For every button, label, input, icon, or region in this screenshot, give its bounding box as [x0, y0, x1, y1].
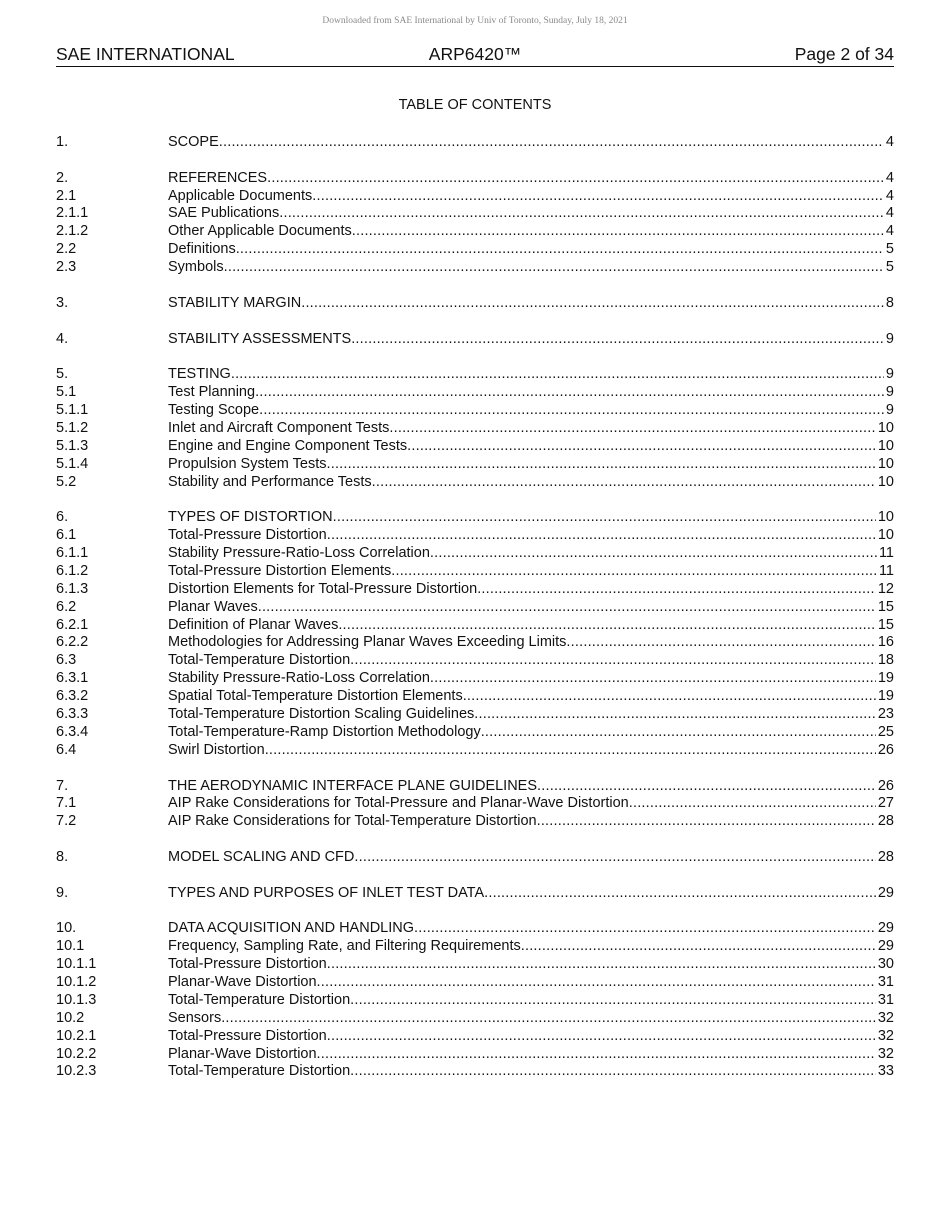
toc-entry[interactable] — [56, 581, 894, 599]
toc-dot-leader — [537, 813, 876, 831]
toc-entry-number: 10.1.1 — [56, 956, 97, 973]
toc-entry-number: 10.1.3 — [56, 991, 97, 1008]
toc-dot-leader — [414, 920, 876, 938]
toc-entry-title: Frequency, Sampling Rate, and Filtering Requirements — [168, 938, 521, 955]
toc-entry-title: Spatial Total-Temperature Distortion Elements — [168, 688, 463, 705]
toc-entry[interactable] — [56, 992, 894, 1010]
toc-entry-title: Total-Pressure Distortion Elements — [168, 562, 392, 579]
toc-section-group — [56, 849, 894, 867]
toc-entry-page: 10 — [877, 509, 894, 526]
toc-entry-title: Symbols — [168, 259, 224, 276]
toc-entry-title: AIP Rake Considerations for Total-Temperature Distortion — [168, 813, 537, 830]
toc-entry-number: 10. — [56, 920, 77, 937]
toc-entry-number: 10.2 — [56, 1009, 85, 1026]
toc-entry-page: 4 — [885, 169, 894, 186]
toc-entry-title: Engine and Engine Component Tests — [168, 437, 408, 454]
toc-entry-number: 7. — [56, 777, 69, 794]
toc-entry-title: Planar-Wave Distortion — [168, 974, 317, 991]
toc-entry-title: Applicable Documents — [168, 187, 313, 204]
toc-dot-leader — [231, 366, 884, 384]
toc-entry[interactable] — [56, 259, 894, 277]
toc-entry[interactable] — [56, 813, 894, 831]
toc-entry-number: 2.2 — [56, 241, 77, 258]
toc-entry-number: 2. — [56, 169, 69, 186]
toc-entry[interactable] — [56, 545, 894, 563]
toc-entry-page: 4 — [885, 223, 894, 240]
toc-entry-number: 5.1.3 — [56, 437, 89, 454]
toc-entry-page: 27 — [877, 795, 894, 812]
toc-entry[interactable] — [56, 456, 894, 474]
toc-entry[interactable] — [56, 724, 894, 742]
toc-entry-title: TYPES OF DISTORTION — [168, 509, 333, 526]
toc-section-group — [56, 295, 894, 313]
toc-entry-number: 10.2.2 — [56, 1045, 97, 1062]
download-watermark: Downloaded from SAE International by Univ of Toronto, Sunday, July 18, 2021 — [322, 16, 628, 26]
toc-entry-number: 7.1 — [56, 795, 77, 812]
toc-entry-page: 28 — [877, 813, 894, 830]
toc-entry[interactable] — [56, 205, 894, 223]
toc-entry-page: 33 — [877, 1063, 894, 1080]
toc-dot-leader — [481, 724, 876, 742]
toc-entry-page: 26 — [877, 741, 894, 758]
toc-entry[interactable] — [56, 223, 894, 241]
toc-dot-leader — [351, 331, 884, 349]
toc-section-group — [56, 920, 894, 1081]
toc-dot-leader — [391, 563, 877, 581]
toc-entry-page: 8 — [885, 294, 894, 311]
toc-entry[interactable] — [56, 920, 894, 938]
toc-entry-page: 4 — [885, 205, 894, 222]
toc-entry[interactable] — [56, 134, 894, 152]
toc-entry-title: Propulsion System Tests — [168, 455, 327, 472]
toc-entry-number: 2.1.1 — [56, 205, 89, 222]
toc-entry-page: 4 — [885, 134, 894, 150]
toc-entry-number: 6.2 — [56, 598, 77, 615]
toc-entry-page: 16 — [877, 634, 894, 651]
toc-entry-title: Stability and Performance Tests — [168, 473, 372, 490]
toc-section-group — [56, 366, 894, 491]
toc-entry[interactable] — [56, 634, 894, 652]
toc-entry[interactable] — [56, 420, 894, 438]
toc-entry[interactable] — [56, 885, 894, 903]
toc-entry[interactable] — [56, 509, 894, 527]
toc-dot-leader — [484, 885, 876, 903]
toc-dot-leader — [327, 527, 876, 545]
toc-entry-page: 30 — [877, 956, 894, 973]
toc-entry-number: 10.1.2 — [56, 974, 97, 991]
toc-dot-leader — [236, 241, 884, 259]
toc-entry-title: SCOPE — [168, 134, 219, 150]
toc-entry-title: Inlet and Aircraft Component Tests — [168, 419, 390, 436]
toc-entry-page: 10 — [877, 527, 894, 544]
toc-section-group — [56, 778, 894, 832]
toc-entry-page: 5 — [885, 241, 894, 258]
toc-dot-leader — [312, 188, 884, 206]
toc-entry-page: 10 — [877, 419, 894, 436]
toc-entry-title: Sensors — [168, 1009, 222, 1026]
toc-entry[interactable] — [56, 241, 894, 259]
toc-entry[interactable] — [56, 652, 894, 670]
toc-entry-page: 4 — [885, 187, 894, 204]
toc-entry-number: 3. — [56, 294, 69, 311]
toc-dot-leader — [267, 170, 884, 188]
toc-dot-leader — [430, 670, 876, 688]
toc-dot-leader — [258, 599, 876, 617]
toc-entry[interactable] — [56, 1028, 894, 1046]
toc-entry-number: 6. — [56, 509, 69, 526]
toc-entry-number: 5. — [56, 366, 69, 383]
toc-entry-title: Total-Pressure Distortion — [168, 1027, 327, 1044]
document-number: ARP6420™ — [428, 44, 522, 64]
toc-dot-leader — [333, 509, 876, 527]
toc-entry-title: STABILITY MARGIN — [168, 294, 302, 311]
toc-dot-leader — [407, 438, 876, 456]
toc-entry[interactable] — [56, 938, 894, 956]
toc-entry-page: 31 — [877, 974, 894, 991]
toc-entry[interactable] — [56, 688, 894, 706]
toc-entry-number: 6.1.3 — [56, 580, 89, 597]
toc-entry[interactable] — [56, 956, 894, 974]
toc-dot-leader — [350, 1063, 876, 1081]
toc-entry-number: 6.1.1 — [56, 545, 89, 562]
toc-dot-leader — [350, 992, 876, 1010]
toc-entry-title: Methodologies for Addressing Planar Waves Exceeding Limits — [168, 634, 567, 651]
toc-entry-page: 10 — [877, 437, 894, 454]
toc-section-group — [56, 885, 894, 903]
toc-dot-leader — [255, 384, 884, 402]
page-number: Page 2 of 34 — [794, 44, 894, 64]
toc-entry-page: 19 — [877, 670, 894, 687]
toc-dot-leader — [259, 402, 884, 420]
toc-entry-number: 8. — [56, 848, 69, 865]
toc-section-group — [56, 509, 894, 759]
toc-entry-number: 7.2 — [56, 813, 77, 830]
toc-entry-title: SAE Publications — [168, 205, 280, 222]
toc-entry-title: Total-Temperature Distortion Scaling Guidelines — [168, 706, 475, 723]
toc-entry[interactable] — [56, 563, 894, 581]
toc-entry-page: 25 — [877, 723, 894, 740]
toc-dot-leader — [463, 688, 876, 706]
toc-entry-number: 5.1.4 — [56, 455, 89, 472]
toc-section-group — [56, 331, 894, 349]
toc-entry[interactable] — [56, 366, 894, 384]
toc-entry-title: Total-Temperature Distortion — [168, 1063, 351, 1080]
toc-entry-number: 6.1 — [56, 527, 77, 544]
toc-entry-page: 9 — [885, 330, 894, 347]
toc-entry[interactable] — [56, 474, 894, 492]
toc-entry-title: Total-Temperature-Ramp Distortion Methodology — [168, 723, 481, 740]
toc-entry-page: 31 — [877, 991, 894, 1008]
toc-entry-title: Distortion Elements for Total-Pressure Distortion — [168, 580, 478, 597]
toc-entry-page: 29 — [877, 884, 894, 901]
toc-section-group — [56, 170, 894, 277]
toc-entry-number: 1. — [56, 134, 69, 150]
toc-entry-title: AIP Rake Considerations for Total-Pressure and Planar-Wave Distortion — [168, 795, 629, 812]
toc-entry[interactable] — [56, 170, 894, 188]
toc-dot-leader — [350, 652, 876, 670]
toc-entry-title: TESTING — [168, 366, 231, 383]
toc-entry[interactable] — [56, 795, 894, 813]
toc-entry[interactable] — [56, 849, 894, 867]
toc-dot-leader — [389, 420, 875, 438]
toc-entry[interactable] — [56, 706, 894, 724]
toc-dot-leader — [354, 849, 875, 867]
toc-entry-page: 9 — [885, 366, 894, 383]
toc-dot-leader — [477, 581, 876, 599]
toc-entry-number: 6.3.3 — [56, 706, 89, 723]
toc-entry-number: 6.1.2 — [56, 562, 89, 579]
toc-entry-number: 6.2.1 — [56, 616, 89, 633]
toc-entry-title: Stability Pressure-Ratio-Loss Correlation — [168, 670, 430, 687]
toc-entry-page: 9 — [885, 384, 894, 401]
toc-dot-leader — [430, 545, 877, 563]
toc-entry[interactable] — [56, 974, 894, 992]
toc-entry-title: DATA ACQUISITION AND HANDLING — [168, 920, 415, 937]
toc-title: TABLE OF CONTENTS — [398, 97, 552, 113]
toc-entry-number: 6.4 — [56, 741, 77, 758]
toc-entry-number: 6.3 — [56, 652, 77, 669]
toc-entry-page: 29 — [877, 920, 894, 937]
toc-entry-title: Total-Pressure Distortion — [168, 527, 327, 544]
toc-entry-title: MODEL SCALING AND CFD — [168, 848, 355, 865]
toc-dot-leader — [317, 1046, 876, 1064]
toc-entry-page: 12 — [877, 580, 894, 597]
toc-entry-number: 2.3 — [56, 259, 77, 276]
toc-entry-title: Swirl Distortion — [168, 741, 265, 758]
toc-entry-number: 6.3.4 — [56, 723, 89, 740]
table-of-contents — [56, 134, 894, 1099]
toc-entry[interactable] — [56, 670, 894, 688]
toc-entry-page: 11 — [878, 562, 894, 579]
toc-entry-number: 6.3.1 — [56, 670, 89, 687]
toc-entry-title: Total-Temperature Distortion — [168, 652, 351, 669]
toc-dot-leader — [327, 456, 876, 474]
toc-entry-title: Planar-Wave Distortion — [168, 1045, 317, 1062]
toc-dot-leader — [301, 295, 884, 313]
toc-entry-page: 19 — [877, 688, 894, 705]
toc-entry-number: 10.1 — [56, 938, 85, 955]
toc-entry[interactable] — [56, 384, 894, 402]
toc-dot-leader — [629, 795, 876, 813]
toc-entry[interactable] — [56, 188, 894, 206]
toc-entry-number: 6.3.2 — [56, 688, 89, 705]
toc-entry-page: 32 — [877, 1045, 894, 1062]
toc-dot-leader — [327, 956, 876, 974]
toc-entry-title: Planar Waves — [168, 598, 258, 615]
toc-entry-title: Test Planning — [168, 384, 256, 401]
toc-dot-leader — [474, 706, 876, 724]
toc-entry-number: 2.1.2 — [56, 223, 89, 240]
toc-entry-number: 5.2 — [56, 473, 77, 490]
toc-entry[interactable] — [56, 599, 894, 617]
toc-entry-number: 9. — [56, 884, 69, 901]
toc-entry[interactable] — [56, 1046, 894, 1064]
toc-entry[interactable] — [56, 402, 894, 420]
toc-entry-title: Definition of Planar Waves — [168, 616, 339, 633]
toc-dot-leader — [219, 134, 884, 152]
toc-entry-title: TYPES AND PURPOSES OF INLET TEST DATA — [168, 884, 485, 901]
toc-dot-leader — [352, 223, 884, 241]
toc-dot-leader — [521, 938, 876, 956]
toc-entry-number: 5.1.1 — [56, 401, 89, 418]
toc-entry-page: 18 — [877, 652, 894, 669]
toc-entry-number: 5.1.2 — [56, 419, 89, 436]
toc-entry[interactable] — [56, 742, 894, 760]
toc-entry[interactable] — [56, 527, 894, 545]
toc-entry-page: 32 — [877, 1009, 894, 1026]
toc-entry-page: 23 — [877, 706, 894, 723]
toc-entry[interactable] — [56, 1063, 894, 1081]
toc-dot-leader — [221, 1010, 876, 1028]
toc-entry[interactable] — [56, 331, 894, 349]
toc-dot-leader — [224, 259, 884, 277]
toc-entry-page: 11 — [878, 545, 894, 562]
toc-entry-title: Stability Pressure-Ratio-Loss Correlation — [168, 545, 430, 562]
toc-entry[interactable] — [56, 1010, 894, 1028]
toc-entry-page: 5 — [885, 259, 894, 276]
publisher-name: SAE INTERNATIONAL — [56, 44, 235, 64]
toc-entry-page: 9 — [885, 401, 894, 418]
toc-entry-number: 5.1 — [56, 384, 77, 401]
toc-entry-page: 10 — [877, 455, 894, 472]
toc-entry-page: 26 — [877, 777, 894, 794]
toc-entry[interactable] — [56, 295, 894, 313]
toc-entry-number: 10.2.3 — [56, 1063, 97, 1080]
toc-entry[interactable] — [56, 617, 894, 635]
toc-dot-leader — [537, 778, 876, 796]
toc-entry-title: STABILITY ASSESSMENTS — [168, 330, 352, 347]
toc-entry-page: 15 — [877, 616, 894, 633]
toc-section-group — [56, 134, 894, 152]
toc-dot-leader — [372, 474, 876, 492]
toc-entry-title: Definitions — [168, 241, 236, 258]
toc-entry-number: 10.2.1 — [56, 1027, 97, 1044]
toc-entry-title: Testing Scope — [168, 401, 260, 418]
toc-entry-title: Total-Temperature Distortion — [168, 991, 351, 1008]
toc-dot-leader — [317, 974, 876, 992]
toc-entry-number: 4. — [56, 330, 69, 347]
toc-entry-page: 29 — [877, 938, 894, 955]
toc-dot-leader — [566, 634, 875, 652]
toc-entry[interactable] — [56, 778, 894, 796]
toc-dot-leader — [265, 742, 876, 760]
toc-entry-title: REFERENCES — [168, 169, 268, 186]
page-header — [56, 44, 894, 67]
toc-entry-title: THE AERODYNAMIC INTERFACE PLANE GUIDELINES — [168, 777, 538, 794]
toc-dot-leader — [279, 205, 884, 223]
toc-entry-page: 10 — [877, 473, 894, 490]
toc-entry[interactable] — [56, 438, 894, 456]
toc-entry-title: Other Applicable Documents — [168, 223, 352, 240]
toc-entry-page: 15 — [877, 598, 894, 615]
toc-dot-leader — [338, 617, 876, 635]
toc-entry-page: 28 — [877, 848, 894, 865]
toc-entry-number: 6.2.2 — [56, 634, 89, 651]
toc-dot-leader — [327, 1028, 876, 1046]
toc-entry-page: 32 — [877, 1027, 894, 1044]
toc-entry-title: Total-Pressure Distortion — [168, 956, 327, 973]
toc-entry-number: 2.1 — [56, 187, 77, 204]
